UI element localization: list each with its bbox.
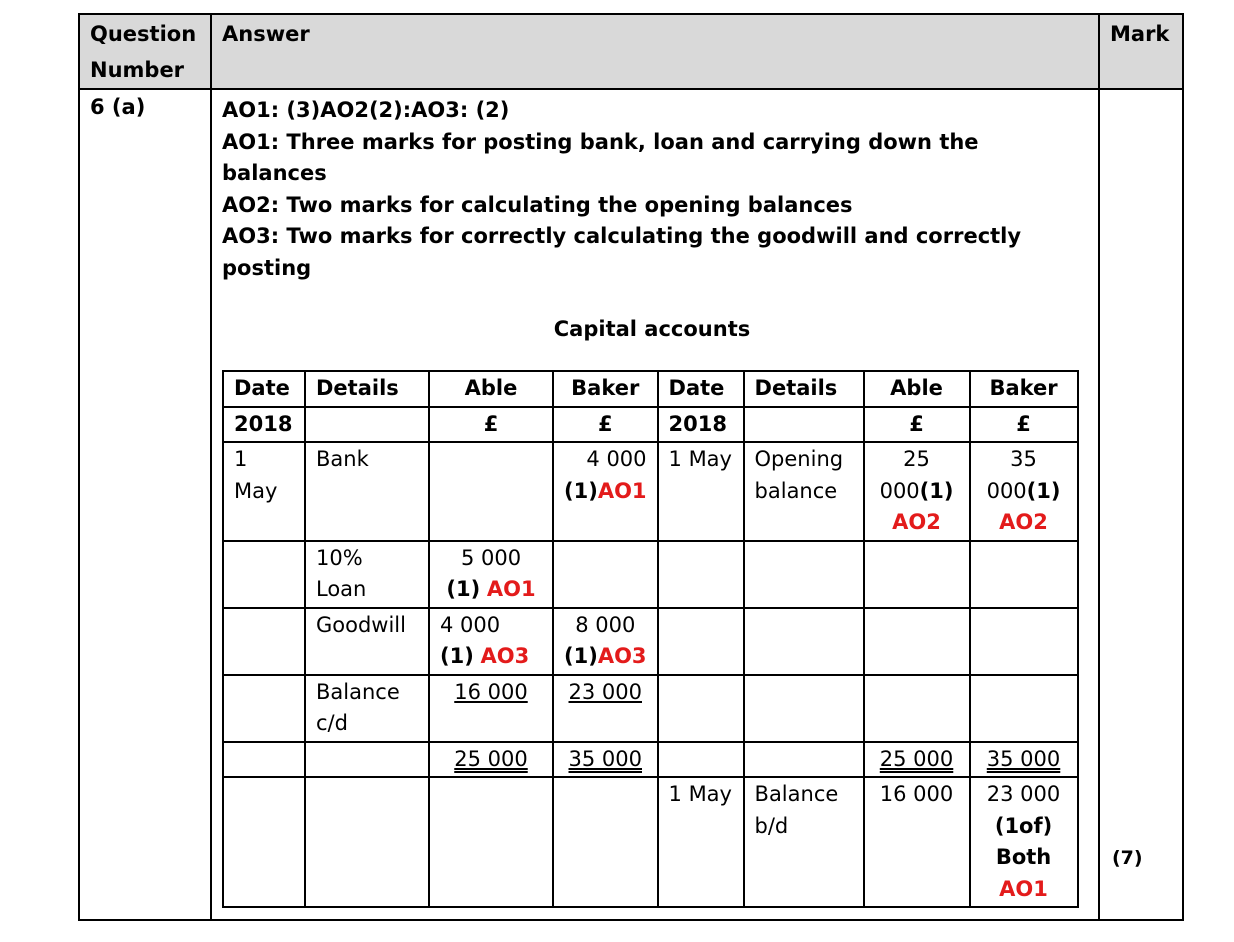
col-baker-right: Baker bbox=[970, 371, 1078, 407]
entry-details: 10% Loan bbox=[305, 541, 429, 608]
ledger-title: Capital accounts bbox=[553, 317, 751, 341]
entry-baker: 23 000 bbox=[553, 675, 658, 742]
col-date-left: Date bbox=[223, 371, 305, 407]
criteria-line: AO1: Three marks for posting bank, loan and carrying down the balances bbox=[222, 129, 986, 185]
currency-able-right: £ bbox=[864, 407, 970, 443]
table-row bbox=[223, 608, 1078, 675]
entry-details: Balance c/d bbox=[305, 675, 429, 742]
total-able: 25 000 bbox=[429, 742, 553, 778]
col-able-left: Able bbox=[429, 371, 553, 407]
question-number: 6 (a) bbox=[90, 95, 146, 119]
entry-details: Goodwill bbox=[305, 608, 429, 675]
total-marks: (7) bbox=[1112, 847, 1143, 869]
ao-tag: AO2 bbox=[999, 510, 1048, 534]
ledger-year-row bbox=[223, 407, 1078, 443]
ao-tag: AO2 bbox=[892, 510, 941, 534]
ao-tag: AO3 bbox=[597, 644, 647, 668]
entry-date: 1 May bbox=[658, 777, 744, 907]
entry-details: Balance b/d bbox=[744, 777, 864, 907]
ao-tag: AO1 bbox=[999, 876, 1048, 901]
col-details-right: Details bbox=[744, 371, 864, 407]
criteria-line: AO3: Two marks for correctly calculating the goodwill and correctly posting bbox=[222, 224, 1029, 280]
mark-header: Mark bbox=[1110, 22, 1170, 46]
total-able: 25 000 bbox=[864, 742, 970, 778]
entry-able: 5 000 (1) AO1 bbox=[429, 541, 553, 608]
ao-tag: AO3 bbox=[480, 644, 530, 668]
total-baker: 35 000 bbox=[970, 742, 1078, 778]
table-row bbox=[223, 541, 1078, 608]
currency-baker-right: £ bbox=[970, 407, 1078, 443]
criteria-line: AO1: (3)AO2(2):AO3: (2) bbox=[222, 98, 510, 122]
col-date-right: Date bbox=[658, 371, 744, 407]
ao-tag: AO1 bbox=[486, 577, 536, 601]
total-baker: 35 000 bbox=[553, 742, 658, 778]
capital-accounts-ledger bbox=[222, 370, 1079, 908]
entry-able: 16 000 bbox=[864, 777, 970, 907]
criteria-line: AO2: Two marks for calculating the opening balances bbox=[222, 192, 853, 217]
column-divider bbox=[210, 15, 212, 919]
entry-details: Opening balance bbox=[744, 442, 864, 541]
entry-date: 1 May bbox=[223, 442, 305, 541]
currency-baker-left: £ bbox=[553, 407, 658, 443]
entry-baker: 35 000(1) AO2 bbox=[970, 442, 1078, 541]
table-row bbox=[223, 777, 1078, 907]
answer-header: Answer bbox=[222, 22, 310, 46]
year-right: 2018 bbox=[658, 407, 744, 443]
question-number-header: Question Number bbox=[90, 22, 197, 82]
mark-scheme-table bbox=[78, 13, 1184, 921]
col-able-right: Able bbox=[864, 371, 970, 407]
ledger-header-row bbox=[223, 371, 1078, 407]
entry-able: 25 000(1) AO2 bbox=[864, 442, 970, 541]
col-baker-left: Baker bbox=[553, 371, 658, 407]
entry-baker: 23 000 (1of) Both AO1 bbox=[970, 777, 1078, 907]
entry-details: Bank bbox=[305, 442, 429, 541]
entry-able: 4 000 (1) AO3 bbox=[429, 608, 553, 675]
table-row bbox=[223, 675, 1078, 742]
assessment-criteria bbox=[222, 95, 1029, 284]
ao-tag: AO1 bbox=[597, 478, 647, 503]
year-left: 2018 bbox=[223, 407, 305, 443]
totals-row bbox=[223, 742, 1078, 778]
column-divider bbox=[1098, 15, 1100, 919]
table-row bbox=[223, 442, 1078, 541]
entry-baker: 8 000 (1)AO3 bbox=[553, 608, 658, 675]
table-header bbox=[80, 15, 1182, 90]
entry-date: 1 May bbox=[658, 442, 744, 541]
entry-able: 16 000 bbox=[429, 675, 553, 742]
currency-able-left: £ bbox=[429, 407, 553, 443]
entry-baker: 4 000 (1)AO1 bbox=[553, 442, 658, 541]
col-details-left: Details bbox=[305, 371, 429, 407]
